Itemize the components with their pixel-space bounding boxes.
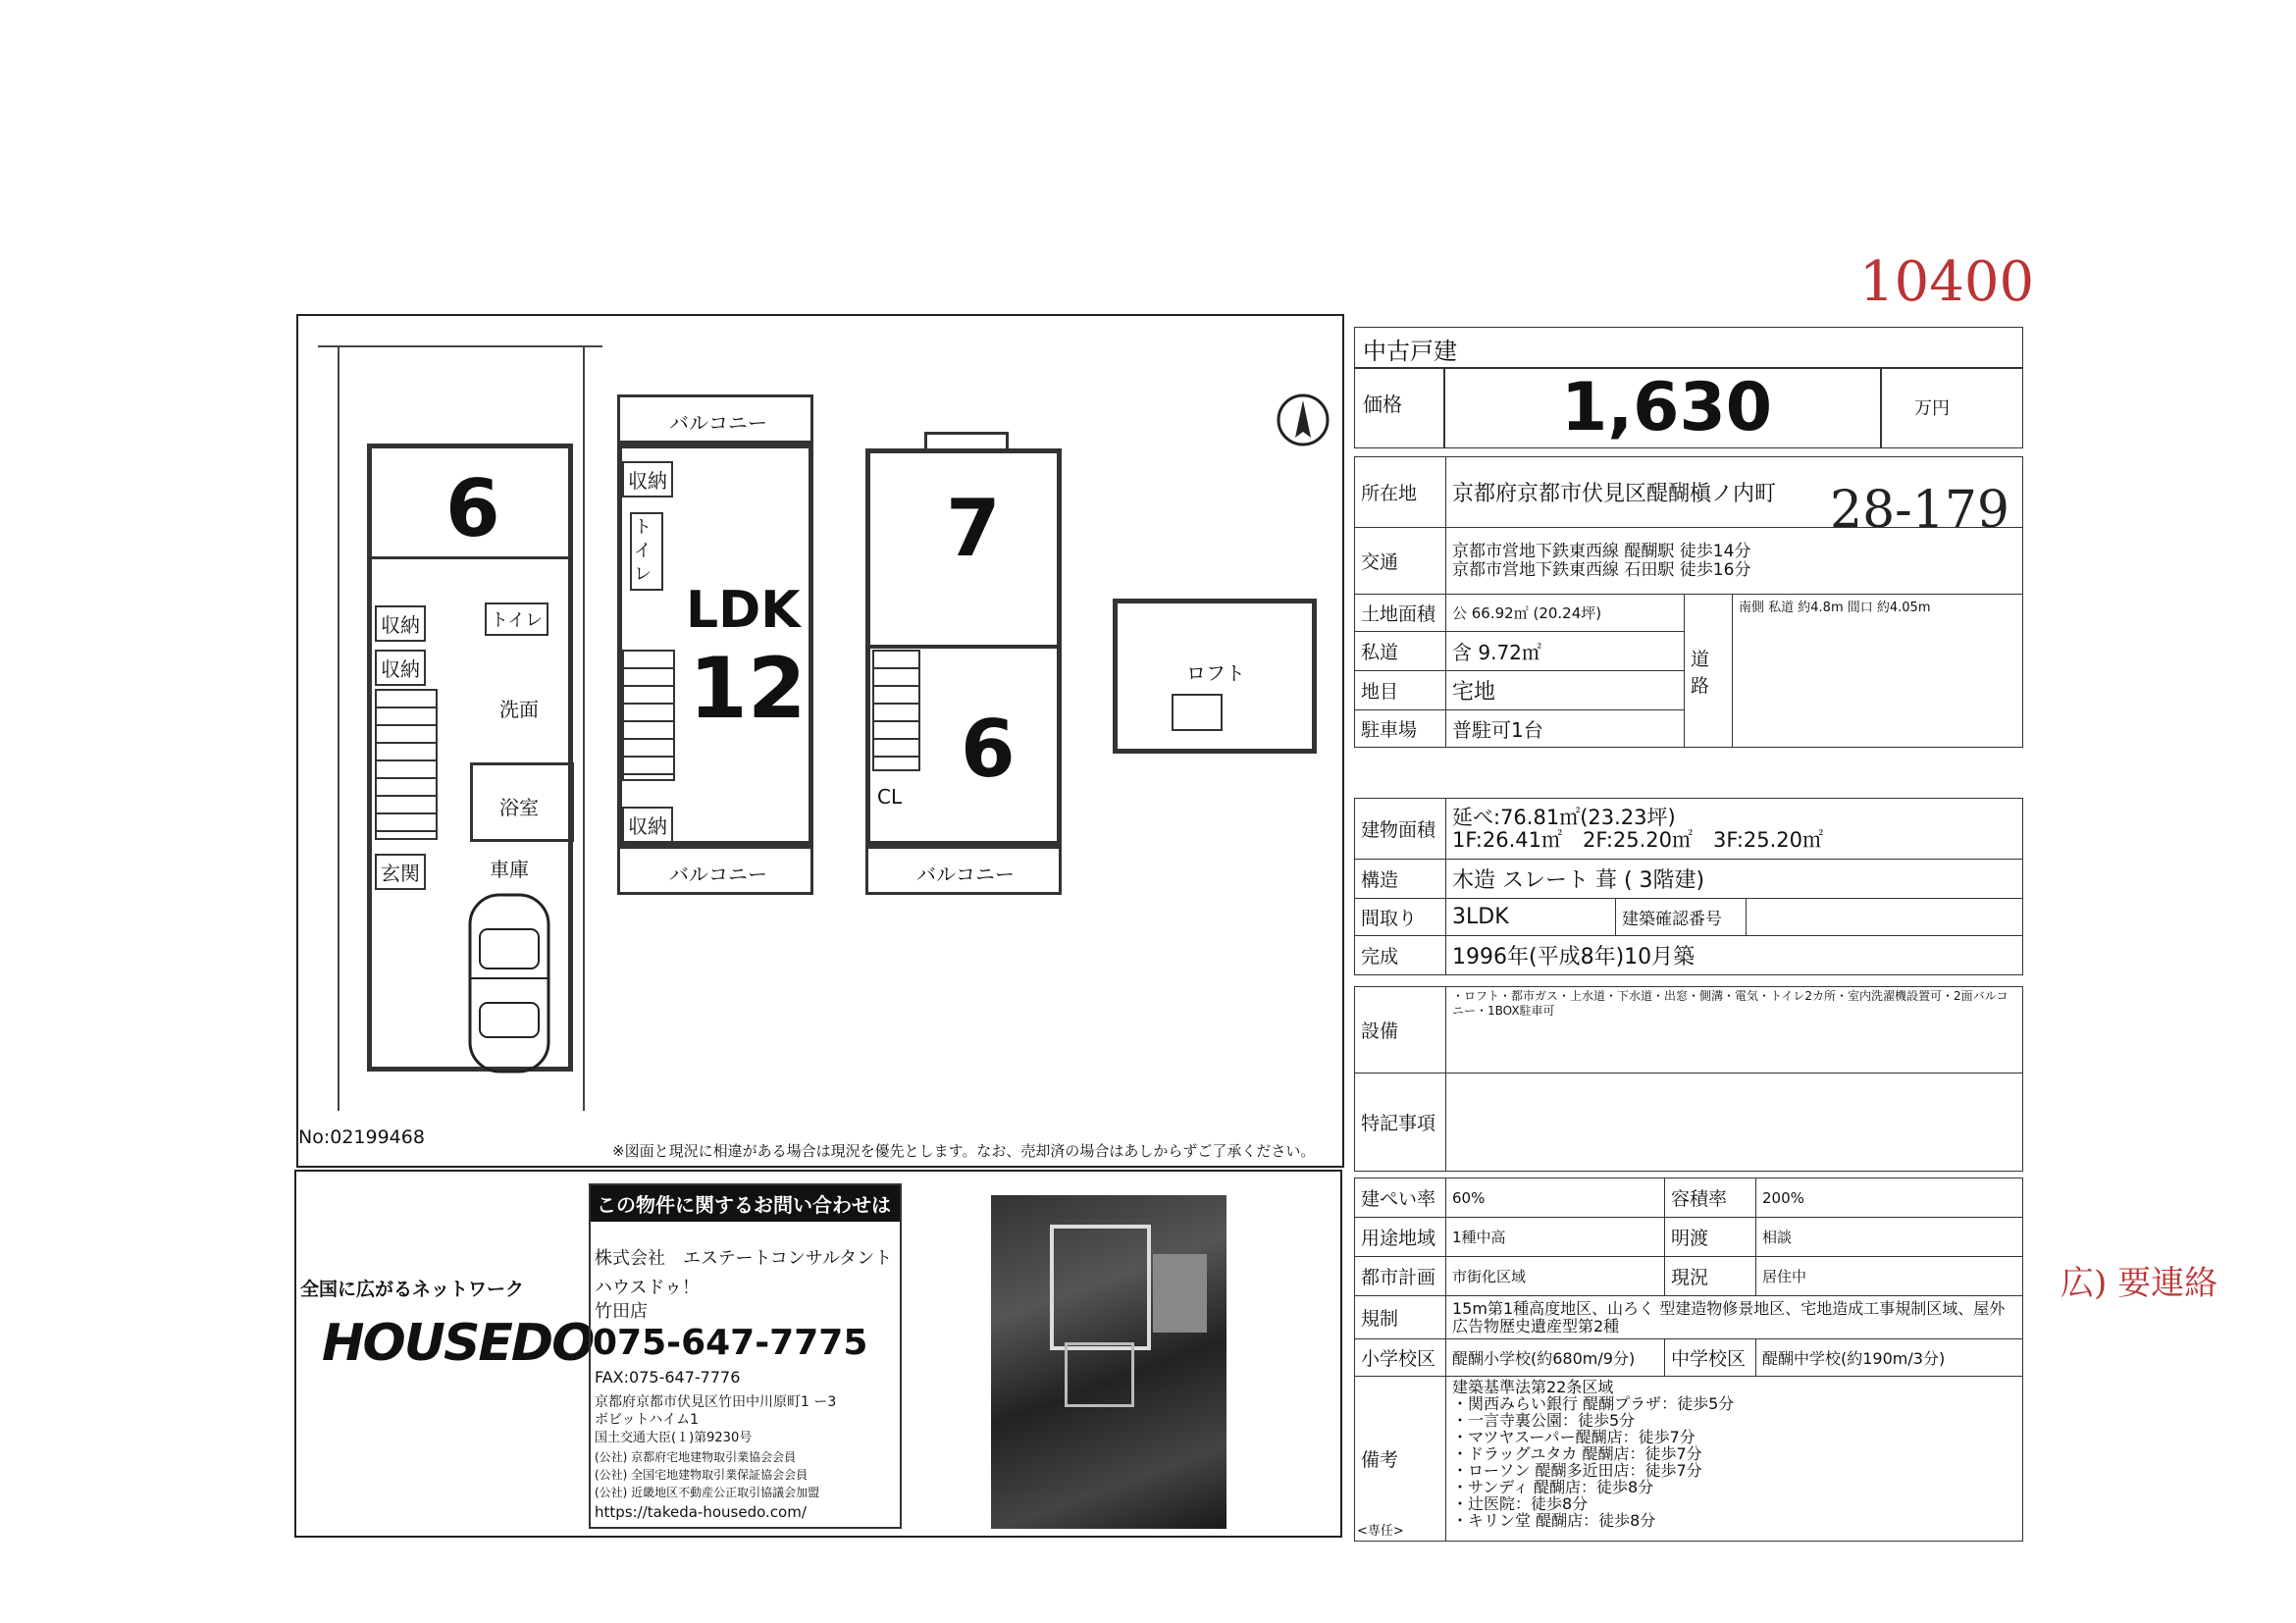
far-label: 容積率 [1665, 1178, 1756, 1218]
stairs-2f [622, 650, 675, 781]
land-category-label: 地目 [1355, 671, 1446, 710]
coverage-value: 60% [1446, 1178, 1665, 1218]
junior-label: 中学校区 [1665, 1339, 1756, 1377]
price-row [1354, 368, 2023, 448]
storage-label-3: 収納 [622, 461, 673, 497]
building-area-total: 延べ:76.81㎡(23.23坪) [1452, 805, 1676, 829]
toilet-label-1: トイレ [485, 602, 548, 636]
toilet-label-2: トイレ [630, 512, 663, 591]
layout-value: 3LDK [1446, 899, 1616, 936]
ldk-label: LDK [686, 581, 801, 640]
network-tagline: 全国に広がるネットワーク [300, 1279, 525, 1300]
remark-item: ・一言寺裏公園：徒歩5分 [1452, 1411, 1636, 1430]
built-value: 1996年(平成8年)10月築 [1446, 936, 2023, 975]
contact-box [589, 1183, 902, 1529]
brand-name: ハウスドゥ！ [595, 1278, 701, 1298]
remark-item: 建築基準法第22条区域 [1452, 1378, 1614, 1396]
agent-panel [294, 1170, 1342, 1538]
storage-label-4: 収納 [622, 807, 673, 843]
north-compass-icon [1276, 393, 1331, 447]
bath-label: 浴室 [499, 796, 539, 819]
address-value: 京都府京都市伏見区醍醐槇ノ内町 [1446, 457, 2023, 528]
room-divider-3f [865, 645, 1062, 649]
loft-label: ロフト [1186, 661, 1245, 685]
car-icon [460, 885, 558, 1081]
structure-label: 構造 [1355, 860, 1446, 899]
inquiry-header: この物件に関するお問い合わせは [591, 1185, 900, 1222]
agent-address-2: ボビットハイム1 [595, 1412, 700, 1428]
parking-label: 駐車場 [1355, 710, 1446, 748]
handwritten-price-note: 10400 [1859, 250, 2035, 314]
layout-label: 間取り [1355, 899, 1446, 936]
agent-address-1: 京都府京都市伏見区竹田中川原町1 ー3 [595, 1394, 837, 1410]
zoning-table [1354, 1178, 2023, 1542]
remark-item: ・辻医院：徒歩8分 [1452, 1494, 1589, 1513]
listing-number: No:02199468 [298, 1126, 425, 1148]
building-area-floors: 1F:26.41㎡ 2F:25.20㎡ 3F:25.20㎡ [1452, 827, 1824, 852]
price-label: 価格 [1363, 393, 1402, 416]
building-table [1354, 798, 2023, 975]
entrance-label: 玄関 [375, 854, 426, 890]
road-label: 道路 [1685, 595, 1733, 748]
lot-line-left [338, 345, 339, 1111]
far-value: 200% [1756, 1178, 2023, 1218]
room-6-tatami: 6 [445, 463, 500, 554]
handwritten-side-note: 広) 要連絡 [2061, 1264, 2218, 1303]
confirm-value [1747, 899, 2023, 936]
lot-line-top [318, 345, 602, 347]
room-7: 7 [946, 483, 1001, 574]
junior-value: 醍醐中学校(約190m/3分) [1756, 1339, 2023, 1377]
regulation-label: 規制 [1355, 1296, 1446, 1339]
storage-label-1: 収納 [375, 605, 426, 642]
elementary-label: 小学校区 [1355, 1339, 1446, 1377]
zone-value: 1種中高 [1446, 1218, 1665, 1257]
balcony-2f-label: バルコニー [669, 863, 767, 886]
garage-label: 車庫 [490, 858, 529, 881]
balcony-top-label: バルコニー [669, 411, 767, 435]
remarks-label: 備考 [1361, 1449, 1399, 1471]
remark-item: ・サンディ 醍醐店：徒歩8分 [1452, 1478, 1654, 1496]
remark-item: ・ローソン 醍醐多近田店：徒歩7分 [1452, 1461, 1702, 1480]
license-number: 国土交通大臣(１)第9230号 [595, 1431, 753, 1445]
parking-value: 普駐可1台 [1446, 710, 1685, 748]
facilities-value: ・ロフト・都市ガス・上水道・下水道・出窓・側溝・電気・トイレ2カ所・室内洗濯機設置可・2面バルコニー・1BOX駐車可 [1446, 987, 2023, 1073]
elementary-value: 醍醐小学校(約680m/9分) [1446, 1339, 1665, 1377]
remarks-sub: <専任> [1357, 1524, 1404, 1539]
built-label: 完成 [1355, 936, 1446, 975]
remark-item: ・マツヤスーパー醍醐店：徒歩7分 [1452, 1428, 1696, 1446]
washroom-label: 洗面 [499, 698, 539, 721]
notes-label: 特記事項 [1355, 1073, 1446, 1172]
building-area-label: 建物面積 [1355, 799, 1446, 860]
land-area-label: 土地面積 [1355, 595, 1446, 632]
balcony-3f-label: バルコニー [916, 863, 1015, 886]
property-type: 中古戸建 [1354, 327, 2023, 368]
stairs-3f [872, 650, 920, 771]
branch-name: 竹田店 [595, 1301, 648, 1322]
status-value: 居住中 [1756, 1257, 2023, 1296]
private-road-value: 含 9.72㎡ [1446, 632, 1685, 671]
facilities-label: 設備 [1355, 987, 1446, 1073]
handover-label: 明渡 [1665, 1218, 1756, 1257]
transport-line-1: 京都市営地下鉄東西線 醍醐駅 徒歩14分 [1452, 541, 1751, 561]
stairs-1f [375, 689, 438, 840]
private-road-label: 私道 [1355, 632, 1446, 671]
loft-hatch [1172, 694, 1223, 731]
structure-value: 木造 スレート 葺 ( 3階建) [1446, 860, 2023, 899]
confirm-label: 建築確認番号 [1616, 899, 1747, 936]
city-plan-label: 都市計画 [1355, 1257, 1446, 1296]
closet-label: CL [877, 785, 903, 809]
city-plan-value: 市街化区域 [1446, 1257, 1665, 1296]
storage-label-2: 収納 [375, 650, 426, 686]
bay-window [924, 432, 1009, 452]
transport-line-2: 京都市営地下鉄東西線 石田駅 徒歩16分 [1452, 559, 1751, 580]
transport-label: 交通 [1355, 528, 1446, 595]
fax-number: FAX:075-647-7776 [595, 1368, 741, 1387]
tel-number[interactable]: 075-647-7775 [593, 1323, 868, 1363]
regulation-value: 15m第1種高度地区、山ろく 型建造物修景地区、宅地造成工事規制区域、屋外広告物歴史遺産型第2種 [1446, 1296, 2023, 1339]
floorplan-panel [296, 314, 1344, 1168]
housedo-logo: HOUSEDO [322, 1314, 594, 1373]
ldk-size: 12 [689, 640, 807, 738]
remark-item: ・キリン堂 醍醐店：徒歩8分 [1452, 1511, 1656, 1530]
price-unit: 万円 [1914, 398, 1950, 419]
coverage-label: 建ぺい率 [1355, 1178, 1446, 1218]
remark-item: ・関西みらい銀行 醍醐プラザ：徒歩5分 [1452, 1394, 1735, 1413]
association-1: (公社) 京都府宅地建物取引業協会会員 [595, 1450, 797, 1464]
association-3: (公社) 近畿地区不動産公正取引協議会加盟 [595, 1486, 820, 1499]
company-name: 株式会社 エステートコンサルタント [595, 1248, 893, 1269]
remark-item: ・ドラッグユタカ 醍醐店：徒歩7分 [1452, 1444, 1702, 1463]
association-2: (公社) 全国宅地建物取引業保証協会会員 [595, 1468, 809, 1482]
price-value: 1,630 [1561, 369, 1773, 446]
address-label: 所在地 [1355, 457, 1446, 528]
land-area-value: 公 66.92㎡ (20.24坪) [1446, 595, 1685, 632]
notes-value [1446, 1073, 2023, 1172]
land-category-value: 宅地 [1446, 671, 1685, 710]
handover-value: 相談 [1756, 1218, 2023, 1257]
property-photo [991, 1195, 1226, 1529]
zone-label: 用途地域 [1355, 1218, 1446, 1257]
facilities-table [1354, 986, 2023, 1172]
lot-line-right [583, 345, 585, 1111]
road-value: 南側 私道 約4.8m 間口 約4.05m [1733, 595, 2023, 748]
disclaimer: ※図面と現況に相違がある場合は現況を優先とします。なお、売却済の場合はあしからずご了承ください。 [612, 1142, 1316, 1160]
room-6-3f: 6 [961, 704, 1016, 795]
status-label: 現況 [1665, 1257, 1756, 1296]
handwritten-lot-note: 28-179 [1830, 481, 2009, 540]
location-table [1354, 456, 2023, 748]
agent-url[interactable]: https://takeda-housedo.com/ [595, 1503, 807, 1521]
